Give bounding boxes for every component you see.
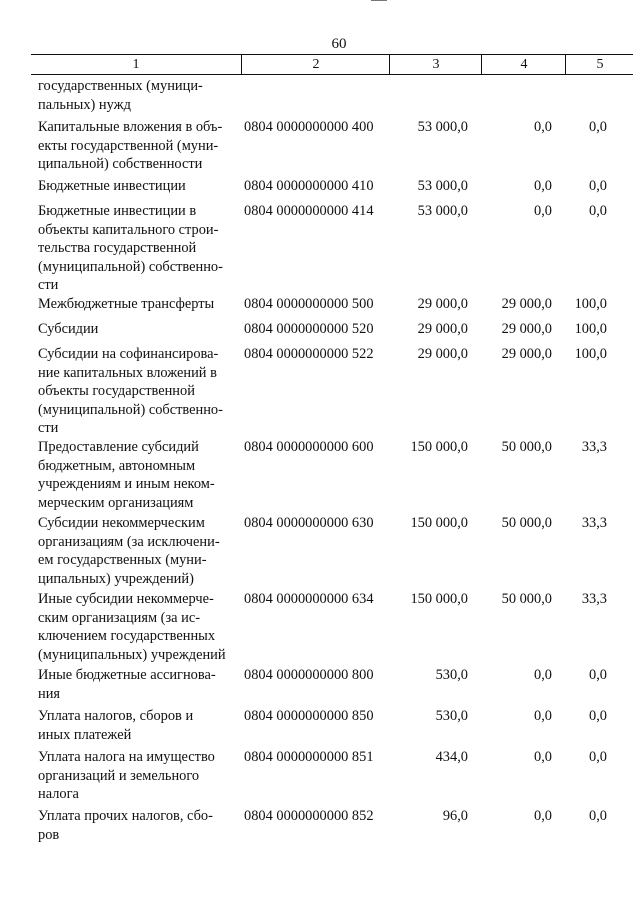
row-name-line: тельства государственной [38,240,197,257]
row-col-5: 100,0 [574,296,607,312]
row-col-4: 0,0 [534,667,552,683]
row-col-4: 0,0 [534,119,552,135]
row-name-line: объекты капитального строи- [38,221,219,238]
row-col-3: 53 000,0 [417,178,468,194]
row-col-3: 150 000,0 [410,591,468,607]
row-name-line: Субсидии на софинансирова- [38,346,219,362]
row-name-line: ние капитальных вложений в [38,364,217,381]
row-col-4: 0,0 [534,203,552,219]
row-col-3: 53 000,0 [417,119,468,135]
row-name [38,748,238,804]
row-name-line: ров [38,826,60,843]
row-name [38,77,238,114]
row-col-4: 29 000,0 [501,346,552,362]
row-name [38,707,238,744]
row-col-3: 53 000,0 [417,203,468,219]
header-col-5: 5 [565,55,634,74]
row-code: 0804 0000000000 630 [244,515,374,531]
row-name-line: учреждениям и иным неком- [38,476,215,493]
row-name-line: объекты государственной [38,383,195,400]
row-name-line: Субсидии некоммерческим [38,515,205,531]
row-name-line: Уплата налога на имущество [38,749,215,765]
row-col-5: 0,0 [589,178,607,194]
row-code: 0804 0000000000 400 [244,119,374,135]
row-name-line: государственных (муници- [38,78,203,94]
row-name-line: Уплата налогов, сборов и [38,708,194,724]
row-col-4: 29 000,0 [501,321,552,337]
row-code: 0804 0000000000 634 [244,591,374,607]
page-number: 60 [331,36,347,52]
row-name-line: мерческим организациям [38,494,194,511]
row-code: 0804 0000000000 500 [244,296,374,312]
row-col-3: 530,0 [435,667,468,683]
row-col-3: 96,0 [442,808,468,824]
row-code: 0804 0000000000 852 [244,808,374,824]
row-col-5: 0,0 [589,667,607,683]
row-col-4: 0,0 [534,808,552,824]
row-name [38,202,238,295]
row-name-line: екты государственной (муни- [38,137,219,154]
row-name [38,666,238,703]
row-name-line: иных платежей [38,726,132,743]
row-col-5: 0,0 [589,119,607,135]
row-name-line: Субсидии [38,321,99,337]
row-col-5: 0,0 [589,749,607,765]
row-col-3: 29 000,0 [417,321,468,337]
row-name-line: ем государственных (муни- [38,552,207,569]
row-name-line: сти [38,420,59,437]
row-col-4: 50 000,0 [501,515,552,531]
row-col-4: 0,0 [534,708,552,724]
row-code: 0804 0000000000 522 [244,346,374,362]
row-col-3: 29 000,0 [417,296,468,312]
header-col-4: 4 [481,55,566,74]
row-name [38,320,238,339]
row-code: 0804 0000000000 851 [244,749,374,765]
row-col-4: 50 000,0 [501,591,552,607]
row-code: 0804 0000000000 800 [244,667,374,683]
row-name-line: Бюджетные инвестиции в [38,203,197,219]
row-code: 0804 0000000000 410 [244,178,374,194]
row-name [38,295,238,314]
table-header [31,54,633,75]
row-name-line: Межбюджетные трансферты [38,296,215,312]
row-col-3: 150 000,0 [410,515,468,531]
row-col-4: 0,0 [534,749,552,765]
row-name-line: сти [38,277,59,294]
row-name-line: Бюджетные инвестиции [38,178,186,194]
row-name [38,438,238,512]
row-name-line: организаций и земельного [38,767,200,784]
row-name [38,345,238,438]
row-col-4: 29 000,0 [501,296,552,312]
row-name-line: ключением государственных [38,628,216,645]
row-col-5: 33,3 [581,591,607,607]
row-col-3: 150 000,0 [410,439,468,455]
row-col-5: 100,0 [574,346,607,362]
row-col-5: 0,0 [589,808,607,824]
row-name-line: Иные бюджетные ассигнова- [38,667,216,683]
row-col-3: 29 000,0 [417,346,468,362]
row-name-line: ципальных) учреждений) [38,570,194,587]
row-col-5: 33,3 [581,515,607,531]
row-name-line: ским организациям (за ис- [38,609,201,626]
row-name-line: Капитальные вложения в объ- [38,119,223,135]
row-name [38,514,238,588]
row-name-line: (муниципальных) учреждений [38,646,226,663]
header-col-3: 3 [389,55,482,74]
row-name-line: (муниципальной) собственно- [38,258,223,275]
row-col-5: 33,3 [581,439,607,455]
row-name-line: ципальной) собственности [38,156,203,173]
row-name-line: налога [38,786,79,803]
row-name [38,807,238,844]
row-name-line: пальных) нужд [38,96,131,113]
row-name-line: Иные субсидии некоммерче- [38,591,214,607]
row-name-line: Предоставление субсидий [38,439,199,455]
row-col-5: 0,0 [589,708,607,724]
row-code: 0804 0000000000 520 [244,321,374,337]
row-name [38,177,238,196]
row-col-3: 434,0 [435,749,468,765]
row-code: 0804 0000000000 600 [244,439,374,455]
row-code: 0804 0000000000 850 [244,708,374,724]
header-col-1: 1 [132,57,140,72]
row-col-5: 100,0 [574,321,607,337]
row-name-line: Уплата прочих налогов, сбо- [38,808,213,824]
row-code: 0804 0000000000 414 [244,203,374,219]
top-scan-mark [371,0,387,1]
header-col-2: 2 [241,55,390,74]
row-col-5: 0,0 [589,203,607,219]
row-name-line: ния [38,685,61,702]
row-name-line: организациям (за исключени- [38,533,220,550]
row-name-line: бюджетным, автономным [38,457,196,474]
row-col-3: 530,0 [435,708,468,724]
row-name [38,590,238,664]
row-col-4: 0,0 [534,178,552,194]
row-col-4: 50 000,0 [501,439,552,455]
row-name [38,118,238,174]
row-name-line: (муниципальной) собственно- [38,401,223,418]
